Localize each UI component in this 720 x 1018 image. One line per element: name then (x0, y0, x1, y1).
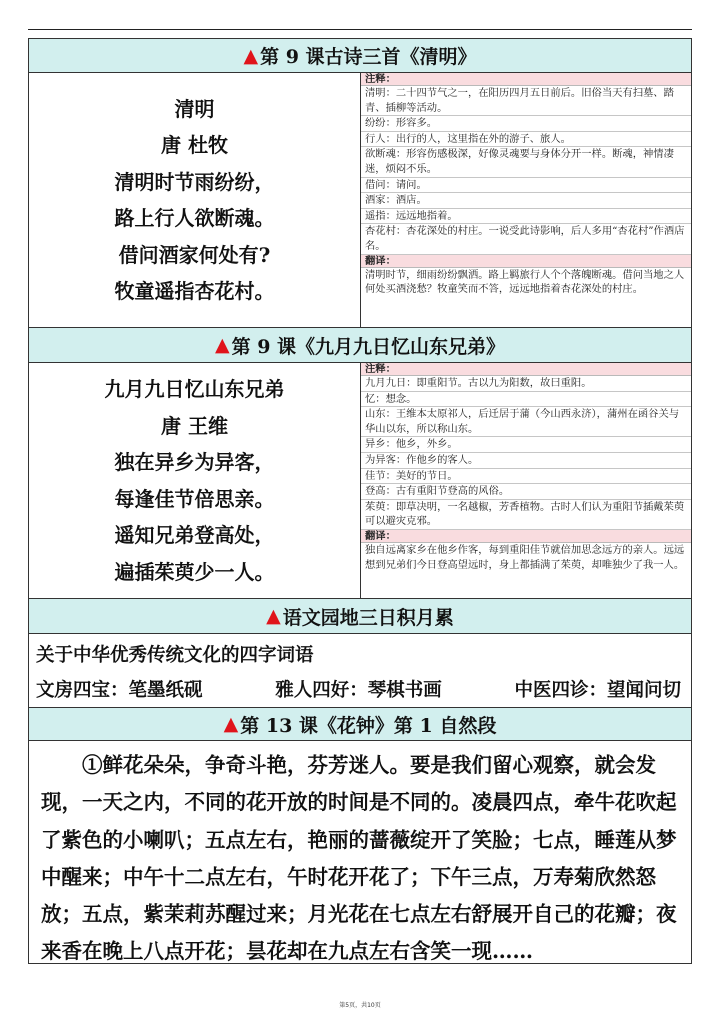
paragraph-huazhong: ①鲜花朵朵，争奇斗艳，芬芳迷人。要是我们留心观察，就会发现，一天之内，不同的花开放的时间是不同的。凌晨四点，牵牛花吹起了紫色的小喇叭；五点左右，艳丽的蔷薇绽开了笑脸；七点，睡莲从梦中醒来；中午十二点左右，午时花开花了；下午三点，万寿菊欣然怒放；五点，紫茉莉苏醒过来；月光花在七点左右舒展开自己的花瓣；夜来香在晚上八点开花；昙花却在九点左右含笑一现…… (41, 753, 677, 964)
translation-label: 翻译： (361, 530, 691, 543)
poem-title: 清明 (174, 96, 215, 121)
note-item: 九月九日：即重阳节。古以九为阳数，故曰重阳。 (361, 376, 691, 392)
poem-line: 路上行人欲断魂。 (114, 206, 275, 230)
poem-line: 每逢佳节倍思亲。 (114, 486, 275, 511)
section-title: 第 13 课《花钟》第 1 自然段 (240, 714, 497, 737)
note-item: 山东：王维本太原祁人，后迁居于蒲（今山西永济），蒲州在函谷关与华山以东，所以称山东。 (361, 407, 691, 437)
idiom-item: 雅人四好：琴棋书画 (275, 680, 442, 701)
idioms-block (29, 634, 691, 708)
note-item: 遥指：远远地指着。 (361, 209, 691, 225)
note-item: 借问：请问。 (361, 178, 691, 194)
translation-label: 翻译： (361, 255, 691, 268)
translation-text: 清明时节，细雨纷纷飘洒。路上羁旅行人个个落魄断魂。借问当地之人何处买酒浇愁？牧童笑而不答，远远地指着杏花深处的村庄。 (365, 268, 685, 296)
section-header-yuandi (29, 599, 691, 634)
note-item: 纷纷：形容多。 (361, 116, 691, 132)
notes-label: 注释： (361, 363, 691, 376)
poem-line: 牧童遥指杏花村。 (114, 279, 275, 303)
poem-line: 遥知兄弟登高处， (114, 523, 275, 547)
poem-title: 九月九日忆山东兄弟 (104, 377, 285, 401)
poem-jiuyue (29, 363, 361, 598)
poem-line: 清明时节雨纷纷， (114, 169, 275, 194)
section-header-jiuyue (29, 328, 691, 363)
triangle-marker-icon: ▲ (223, 713, 239, 735)
poem-line: 独在异乡为异客， (114, 450, 275, 474)
page-footer: 第5页，共10页 (339, 1002, 381, 1009)
study-sheet (28, 38, 692, 964)
section-header-qingming (29, 39, 691, 73)
section-title: 语文园地三日积月累 (282, 606, 454, 629)
note-item: 欲断魂：形容伤感极深，好像灵魂要与身体分开一样。断魂，神情凄迷，烦闷不乐。 (361, 147, 691, 177)
triangle-marker-icon: ▲ (243, 44, 259, 67)
note-item: 酒家：酒店。 (361, 193, 691, 209)
poem-row-qingming (29, 73, 691, 328)
note-item: 登高：古有重阳节登高的风俗。 (361, 484, 691, 500)
idioms-list (36, 676, 685, 711)
poem-qingming (29, 73, 361, 327)
section-title: 第 9 课古诗三首《清明》 (260, 46, 477, 68)
triangle-marker-icon: ▲ (266, 605, 281, 627)
note-item: 杏花村：杏花深处的村庄。一说受此诗影响，后人多用“杏花村”作酒店名。 (361, 224, 691, 254)
poem-row-jiuyue (29, 363, 691, 599)
poem-line: 遍插茱萸少一人。 (114, 559, 275, 584)
note-item: 忆：想念。 (361, 392, 691, 408)
translation-text: 独自远离家乡在他乡作客，每到重阳佳节就倍加思念远方的亲人。远远想到兄弟们今日登高望远时，身上都插满了茱萸，却唯独少了我一人。 (365, 543, 685, 571)
idioms-intro: 关于中华优秀传统文化的四字词语 (36, 645, 314, 666)
top-rule (28, 29, 692, 30)
idiom-item: 文房四宝：笔墨纸砚 (36, 680, 203, 701)
note-item: 清明：二十四节气之一，在阳历四月五日前后。旧俗当天有扫墓、踏青、插柳等活动。 (361, 86, 691, 116)
idiom-item: 中医四诊：望闻问切 (514, 680, 681, 701)
note-item: 为异客：作他乡的客人。 (361, 453, 691, 469)
poem-line: 借问酒家何处有? (118, 242, 271, 267)
note-item: 佳节：美好的节日。 (361, 469, 691, 485)
triangle-marker-icon: ▲ (214, 334, 230, 356)
notes-jiuyue (361, 363, 691, 598)
section-header-huazhong (29, 708, 691, 741)
poem-author: 唐 王维 (161, 413, 228, 438)
note-item: 茱萸：即草决明，一名越椒，芳香植物。古时人们认为重阳节插戴茱萸可以避灾克邪。 (361, 500, 691, 530)
note-item: 行人：出行的人，这里指在外的游子、旅人。 (361, 132, 691, 148)
note-item: 异乡：他乡，外乡。 (361, 437, 691, 453)
notes-qingming (361, 73, 691, 327)
section-title: 第 9 课《九月九日忆山东兄弟》 (231, 335, 506, 358)
poem-author: 唐 杜牧 (161, 133, 228, 157)
notes-label: 注释： (361, 73, 691, 86)
